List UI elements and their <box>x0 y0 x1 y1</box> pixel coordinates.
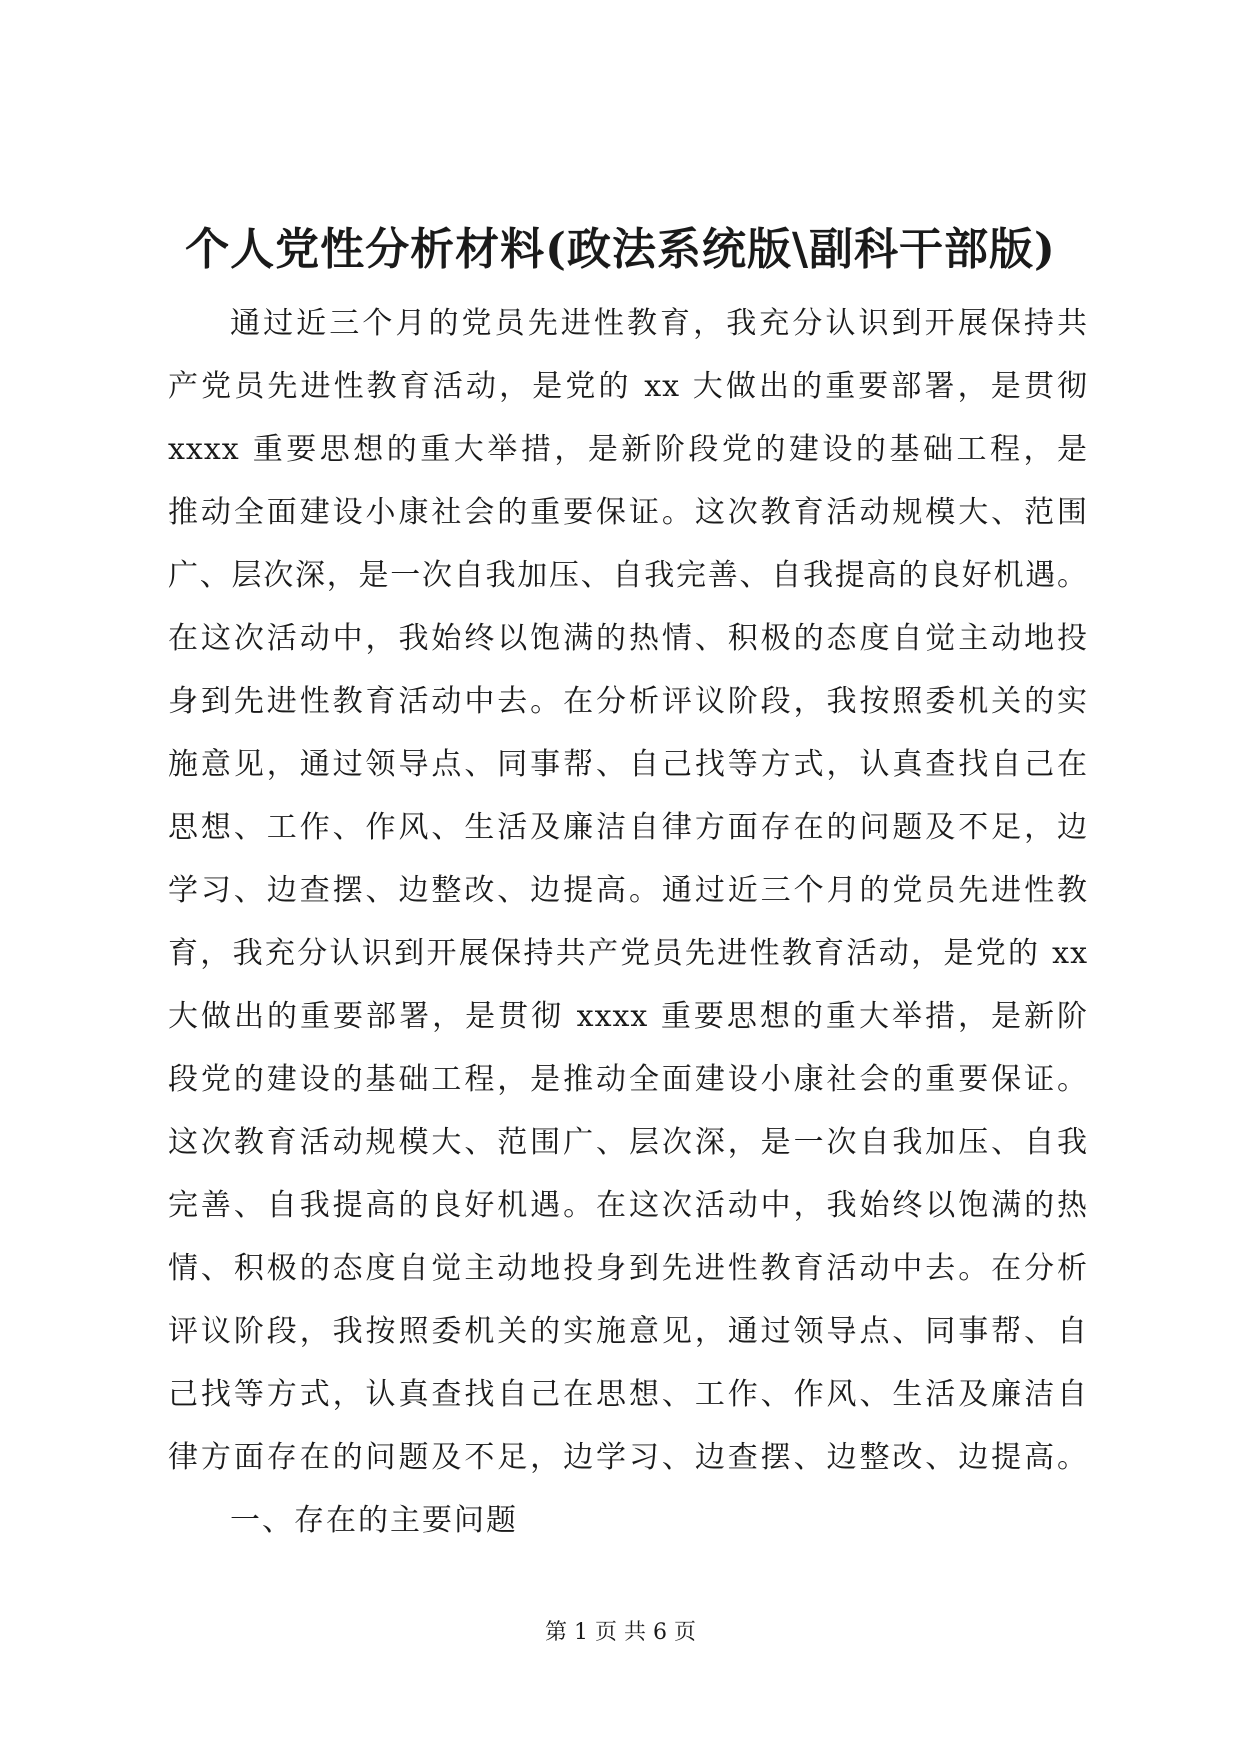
paragraph-line: xxxx 重要思想的重大举措，是新阶段党的建设的基础工程，是 <box>168 432 1088 467</box>
paragraph-line: 通过近三个月的党员先进性教育，我充分认识到开展保持共 <box>230 306 1088 341</box>
paragraph-line: 段党的建设的基础工程，是推动全面建设小康社会的重要保证。 <box>168 1062 1088 1097</box>
paragraph-line: 推动全面建设小康社会的重要保证。这次教育活动规模大、范围 <box>168 495 1088 530</box>
paragraph-line: 评议阶段，我按照委机关的实施意见，通过领导点、同事帮、自 <box>168 1314 1088 1349</box>
document-title: 个人党性分析材料(政法系统版\副科干部版) <box>185 224 1056 275</box>
paragraph-line: 在这次活动中，我始终以饱满的热情、积极的态度自觉主动地投 <box>168 621 1088 656</box>
paragraph-line: 律方面存在的问题及不足，边学习、边查摆、边整改、边提高。 <box>168 1440 1088 1475</box>
paragraph-line: 大做出的重要部署，是贯彻 xxxx 重要思想的重大举措，是新阶 <box>168 999 1088 1034</box>
paragraph-line: 施意见，通过领导点、同事帮、自己找等方式，认真查找自己在 <box>168 747 1088 782</box>
paragraph-line: 完善、自我提高的良好机遇。在这次活动中，我始终以饱满的热 <box>168 1188 1088 1223</box>
document-body <box>168 292 1088 1552</box>
page-number-footer: 第 1 页 共 6 页 <box>545 1620 696 1645</box>
paragraph-line: 己找等方式，认真查找自己在思想、工作、作风、生活及廉洁自 <box>168 1377 1088 1412</box>
paragraph-line: 情、积极的态度自觉主动地投身到先进性教育活动中去。在分析 <box>168 1251 1088 1286</box>
paragraph-line: 思想、工作、作风、生活及廉洁自律方面存在的问题及不足，边 <box>168 810 1088 845</box>
paragraph-line: 这次教育活动规模大、范围广、层次深，是一次自我加压、自我 <box>168 1125 1088 1160</box>
paragraph-line: 广、层次深，是一次自我加压、自我完善、自我提高的良好机遇。 <box>168 558 1088 593</box>
paragraph-line: 产党员先进性教育活动，是党的 xx 大做出的重要部署，是贯彻 <box>168 369 1088 404</box>
paragraph-line: 身到先进性教育活动中去。在分析评议阶段，我按照委机关的实 <box>168 684 1088 719</box>
section-heading: 一、存在的主要问题 <box>230 1503 518 1538</box>
paragraph-line: 育，我充分认识到开展保持共产党员先进性教育活动，是党的 xx <box>168 936 1088 971</box>
paragraph-line: 学习、边查摆、边整改、边提高。通过近三个月的党员先进性教 <box>168 873 1088 908</box>
